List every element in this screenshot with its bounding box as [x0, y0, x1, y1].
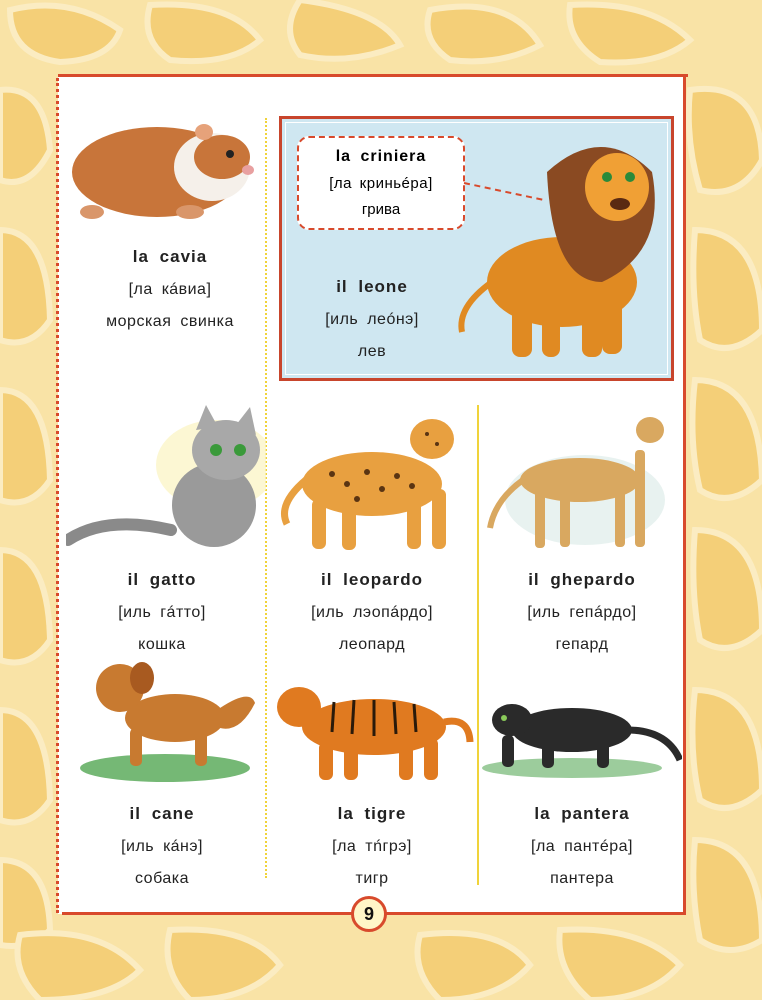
transcription: [иль лэопáрдо]	[311, 604, 433, 621]
italian-word: il leopardo	[321, 570, 423, 589]
transcription: [ла кáвиа]	[128, 281, 212, 298]
russian-translation: лев	[357, 343, 387, 360]
dotted-left-border	[56, 78, 59, 913]
italian-word: la pantera	[534, 804, 630, 823]
cat-illustration	[66, 405, 266, 555]
panther-illustration	[482, 690, 682, 780]
russian-translation: тигр	[355, 870, 389, 887]
entry-dog	[62, 804, 262, 888]
transcription: [иль гáтто]	[118, 604, 206, 621]
russian-translation: пантера	[550, 870, 614, 887]
column-divider	[477, 405, 479, 885]
italian-word: la cavia	[132, 247, 208, 266]
italian-word: il cane	[129, 804, 195, 823]
entry-panther	[482, 804, 682, 888]
entry-cheetah	[482, 570, 682, 654]
leopard-illustration	[272, 404, 472, 554]
dog-illustration	[80, 648, 260, 783]
transcription: [иль кáнэ]	[121, 838, 203, 855]
callout-italian: la criniera	[335, 148, 427, 165]
transcription: [иль гепáрдо]	[527, 604, 637, 621]
russian-translation: кошка	[138, 636, 186, 653]
russian-translation: гепард	[555, 636, 609, 653]
italian-word: il ghepardo	[528, 570, 636, 589]
tiger-illustration	[274, 672, 474, 784]
entry-cat	[62, 570, 262, 654]
transcription: [ла пантéра]	[531, 838, 633, 855]
lion-illustration	[452, 132, 667, 367]
mane-callout	[297, 136, 465, 230]
italian-word: la tigre	[337, 804, 407, 823]
entry-leopard	[272, 570, 472, 654]
callout-transcription: [ла криньéра]	[329, 175, 433, 192]
italian-word: il leone	[336, 277, 408, 296]
russian-translation: собака	[134, 870, 190, 887]
entry-lion	[292, 277, 452, 361]
entry-tiger	[272, 804, 472, 888]
callout-russian: грива	[361, 201, 401, 218]
frame-right-line	[683, 74, 686, 914]
transcription: [иль леóнэ]	[325, 311, 419, 328]
russian-translation: морская свинка	[106, 313, 234, 330]
entry-guinea-pig	[70, 247, 270, 331]
cheetah-illustration	[485, 410, 675, 555]
frame-top-line	[58, 74, 688, 77]
page-number: 9	[351, 896, 387, 932]
russian-translation: леопард	[338, 636, 406, 653]
italian-word: il gatto	[127, 570, 197, 589]
guinea-pig-illustration	[62, 112, 254, 227]
transcription: [ла тńгрэ]	[332, 838, 412, 855]
